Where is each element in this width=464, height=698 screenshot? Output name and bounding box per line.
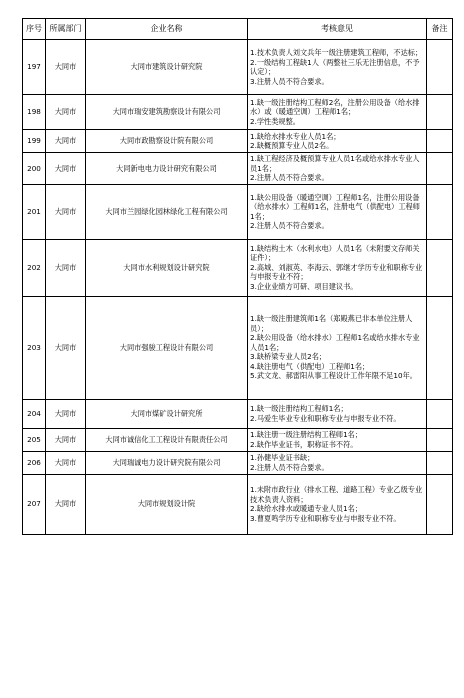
table-row: [23, 239, 453, 296]
row-department: 大同市: [46, 153, 86, 185]
row-department: 大同市: [46, 399, 86, 428]
row-company-name: 大同瑞诚电力设计研究院有限公司: [86, 451, 248, 474]
row-note: [427, 428, 453, 451]
table-row: [23, 428, 453, 451]
row-company-name: 大同市诚信化工工程设计有限责任公司: [86, 428, 248, 451]
table-row: [23, 153, 453, 185]
table-row: [23, 296, 453, 399]
opinion-line: 1.未附市政行业（排水工程、道路工程）专业乙级专业技术负责人资料；: [250, 485, 423, 504]
row-number: 203: [23, 296, 46, 399]
row-note: [427, 296, 453, 399]
row-note: [427, 184, 453, 239]
opinion-line: 2.一级结构工程缺1人（两整社三乐无注册信息，不予认定）；: [250, 57, 420, 76]
row-number: 207: [23, 474, 46, 534]
opinion-line: 2.高城、刘淑英、李海云、郭继才学历专业和职称专业与申报专业不符；: [250, 262, 423, 282]
row-number: 198: [23, 95, 46, 130]
row-department: 大同市: [46, 451, 86, 474]
opinion-line: 1.缺一级注册结构工程师1名；: [250, 404, 348, 413]
row-company-name: 大同市水利规划设计研究院: [86, 239, 248, 296]
row-number: 201: [23, 184, 46, 239]
row-company-name: 大同市规划设计院: [86, 474, 248, 534]
row-note: [427, 474, 453, 534]
opinion-line: 2.缺作毕业证书，职称证书不符。: [250, 439, 358, 449]
table-body: [23, 40, 453, 535]
row-opinion: [248, 153, 427, 185]
table-header-row: [23, 19, 453, 40]
row-company-name: 大同市瑞安建筑勘察设计有限公司: [86, 95, 248, 130]
opinion-line: 3.注册人员不符合要求。: [250, 76, 329, 86]
row-company-name: 大同市强骏工程设计有限公司: [86, 296, 248, 399]
row-number: 206: [23, 451, 46, 474]
row-number: 199: [23, 130, 46, 153]
opinion-line: 1.缺公用设备（暖通空调）工程师1名，注册公用设备（给水排水）工程师1名，注册电气（供配电）工程师1名；: [250, 192, 420, 221]
row-department: 大同市: [46, 40, 86, 95]
row-opinion: [248, 451, 427, 474]
opinion-line: 1.缺结构土木（水利水电）人员1名（未附要文存师关证件）；: [250, 243, 420, 263]
table-row: [23, 474, 453, 534]
opinion-line: 5.武文龙、郝雷阳从事工程设计工作年限不足10年。: [250, 371, 417, 381]
row-number: 204: [23, 399, 46, 428]
opinion-line: 2.马爱生毕业专业和职称专业与申报专业不符。: [250, 413, 401, 423]
opinion-line: 1.孙健毕业证书缺；: [250, 453, 315, 462]
row-company-name: 大同新电电力设计研究有限公司: [86, 153, 248, 185]
row-opinion: [248, 296, 427, 399]
header-dept: 所属部门: [46, 19, 86, 40]
table-row: [23, 95, 453, 130]
assessment-table: [22, 18, 453, 535]
opinion-line: 3.缺桥梁专业人员2名；: [250, 352, 327, 362]
row-opinion: [248, 399, 427, 428]
header-note: 备注: [427, 19, 453, 40]
row-number: 205: [23, 428, 46, 451]
row-note: [427, 451, 453, 474]
row-opinion: [248, 184, 427, 239]
row-note: [427, 40, 453, 95]
opinion-line: 3.企业业绩方可研、项目建议书。: [250, 281, 358, 291]
opinion-line: 1.缺一级注册建筑师1名（郑殿燕已非本单位注册人员）；: [250, 314, 413, 333]
row-opinion: [248, 239, 427, 296]
row-note: [427, 399, 453, 428]
row-company-name: 大同市建筑设计研究院: [86, 40, 248, 95]
header-no: 序号: [23, 19, 46, 40]
opinion-line: 4.缺注册电气（供配电）工程师1名；: [250, 361, 370, 371]
row-department: 大同市: [46, 95, 86, 130]
row-department: 大同市: [46, 184, 86, 239]
row-note: [427, 130, 453, 153]
row-number: 197: [23, 40, 46, 95]
opinion-line: 1.缺工程经济及概预算专业人员1名或给水排水专业人员1名；: [250, 154, 420, 173]
row-department: 大同市: [46, 296, 86, 399]
row-opinion: [248, 428, 427, 451]
row-opinion: [248, 95, 427, 130]
opinion-line: 2.注册人员不符合要求。: [250, 462, 329, 472]
opinion-line: 1.技术负责人刘文兵年一级注册建筑工程师，不达标；: [250, 48, 423, 57]
table-row: [23, 40, 453, 95]
opinion-line: 1.缺注册一级注册结构工程师1名；: [250, 430, 363, 439]
opinion-line: 2.注册人员不符合要求。: [250, 221, 329, 230]
row-department: 大同市: [46, 428, 86, 451]
row-company-name: 大同市煤矿设计研究所: [86, 399, 248, 428]
header-company-name: 企业名称: [86, 19, 248, 40]
row-department: 大同市: [46, 474, 86, 534]
row-note: [427, 239, 453, 296]
table-row: [23, 399, 453, 428]
row-note: [427, 95, 453, 130]
row-opinion: [248, 474, 427, 534]
row-number: 200: [23, 153, 46, 185]
row-opinion: [248, 40, 427, 95]
opinion-line: 2.缺概预算专业人员2名。: [250, 141, 334, 150]
opinion-line: 2.注册人员不符合要求。: [250, 173, 329, 182]
opinion-line: 2.缺公用设备（给水排水）工程师1名或给水排水专业人员1名；: [250, 333, 420, 352]
row-department: 大同市: [46, 239, 86, 296]
row-note: [427, 153, 453, 185]
header-opinion: 考核意见: [248, 19, 427, 40]
row-company-name: 大同市政勘察设计院有限公司: [86, 130, 248, 153]
row-department: 大同市: [46, 130, 86, 153]
table-row: [23, 130, 453, 153]
row-number: 202: [23, 239, 46, 296]
opinion-line: 2.学性类规整。: [250, 116, 300, 126]
opinion-line: 2.缺给水排水或暖通专业人员1名；: [250, 504, 363, 513]
row-company-name: 大同市兰园绿化园林绿化工程有限公司: [86, 184, 248, 239]
opinion-line: 1.缺一级注册结构工程师2名，注册公用设备（给水排水）或（暖通空调）工程师1名；: [250, 97, 420, 117]
opinion-line: 1.缺给水排水专业人员1名；: [250, 131, 341, 141]
opinion-line: 3.曹夏鸣学历专业和职称专业与申报专业不符。: [250, 513, 401, 523]
row-opinion: [248, 130, 427, 153]
table-row: [23, 451, 453, 474]
table-row: [23, 184, 453, 239]
